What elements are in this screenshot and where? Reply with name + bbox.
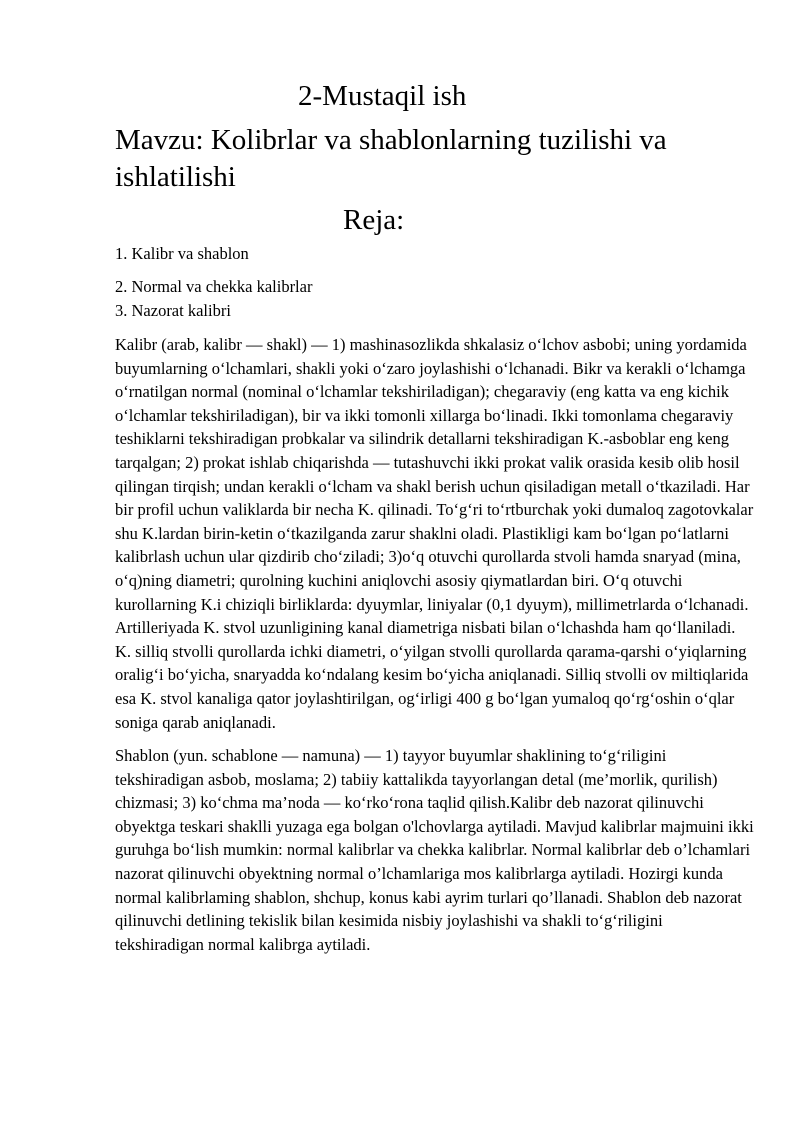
plan-list (115, 242, 755, 323)
plan-heading: Reja: (343, 204, 405, 236)
paragraph-shablon: Shablon (yun. schablone — namuna) — 1) tayyor buyumlar shaklining to‘g‘riligini tekshiradigan asbob, moslama; 2) tabiiy kattalikda tayyorlangan detal (me’morlik, qurilish) chizmasi; 3) ko‘chma ma’noda — ko‘rko‘rona taqlid qilish.Kalibr deb nazorat qilinuvchi obyektga teskari shaklli yuzaga ega bolgan o'lchovlarga aytiladi. Mavjud kalibrlar majmuini ikki guruhga bo‘lish mumkin: normal kalibrlar va chekka kalibrlar. Normal kalibrlar deb o’lchamlari nazorat qilinuvchi obyektning normal o’lchamlariga mos kalibrlarga aytiladi. Hozirgi kunda normal kalibrlaming shablon, shchup, konus kabi ayrim turlari qo’llanadi. Shablon deb nazorat qilinuvchi detlining tekislik bilan kesimida nisbiy joylashishi va shakli to‘g‘riligini tekshiradigan normal kalibrga aytiladi. (115, 746, 754, 954)
plan-item: 1. Kalibr va shablon (115, 244, 249, 263)
plan-item: 2. Normal va chekka kalibrlar (115, 277, 313, 296)
document-title: 2-Mustaqil ish (298, 80, 467, 112)
document-page (115, 78, 755, 956)
plan-item: 3. Nazorat kalibri (115, 301, 231, 320)
paragraph-kalibr: Kalibr (arab, kalibr — shakl) — 1) mashinasozlikda shkalasiz o‘lchov asbobi; uning yordamida buyumlarning o‘lchamlari, shakli yoki o‘zaro joylashishi o‘lchanadi. Bikr va kerakli o‘lchamga o‘rnatilgan normal (nominal o‘lchamlar tekshiriladigan); chegaraviy (eng katta va eng kichik o‘lchamlar tekshiriladigan), bir va ikki tomonli xillarga bo‘linadi. Ikki tomonlama chegaraviy teshiklarni tekshiradigan probkalar va silindrik detallarni tekshiradigan K.-asboblar eng keng tarqalgan; 2) prokat ishlab chiqarishda — tutashuvchi ikki prokat valik orasida kesib olib hosil qilingan tirqish; undan kerakli o‘lcham va shakl berish uchun qisiladigan metall o‘tkaziladi. Har bir profil uchun valiklarda bir necha K. qilinadi. To‘g‘ri to‘rtburchak yoki dumaloq zagotovkalar shu K.lardan birin-ketin o‘tkazilganda zarur shaklni oladi. Plastikligi kam bo‘lgan po‘latlarni kalibrlash uchun ular qizdirib cho‘ziladi; 3)o‘q otuvchi qurollarda stvoli hamda snaryad (mina, o‘q)ning diametri; qurolning kuchini aniqlovchi asosiy qiymatlardan biri. O‘q otuvchi kurollarning K.i chiziqli birliklarda: dyuymlar, liniyalar (0,1 dyuym), millimetrlarda o‘lchanadi. Artilleriyada K. stvol uzunligining kanal diametriga nisbati bilan o‘lchashda ham qo‘llaniladi. K. silliq stvolli qurollarda ichki diametri, o‘yilgan stvolli qurollarda qarama-qarshi o‘yiqlarning oralig‘i bo‘yicha, snaryadda ko‘ndalang kesim bo‘yicha aniqlanadi. Silliq stvolli ov miltiqlarida esa K. stvol kanaliga qator joylashtirilgan, og‘irligi 400 g bo‘lgan yumaloq qo‘rg‘oshin o‘qlar soniga qarab aniqlanadi. (115, 335, 754, 732)
document-topic: Mavzu: Kolibrlar va shablonlarning tuzilishi va ishlatilishi (115, 124, 667, 193)
